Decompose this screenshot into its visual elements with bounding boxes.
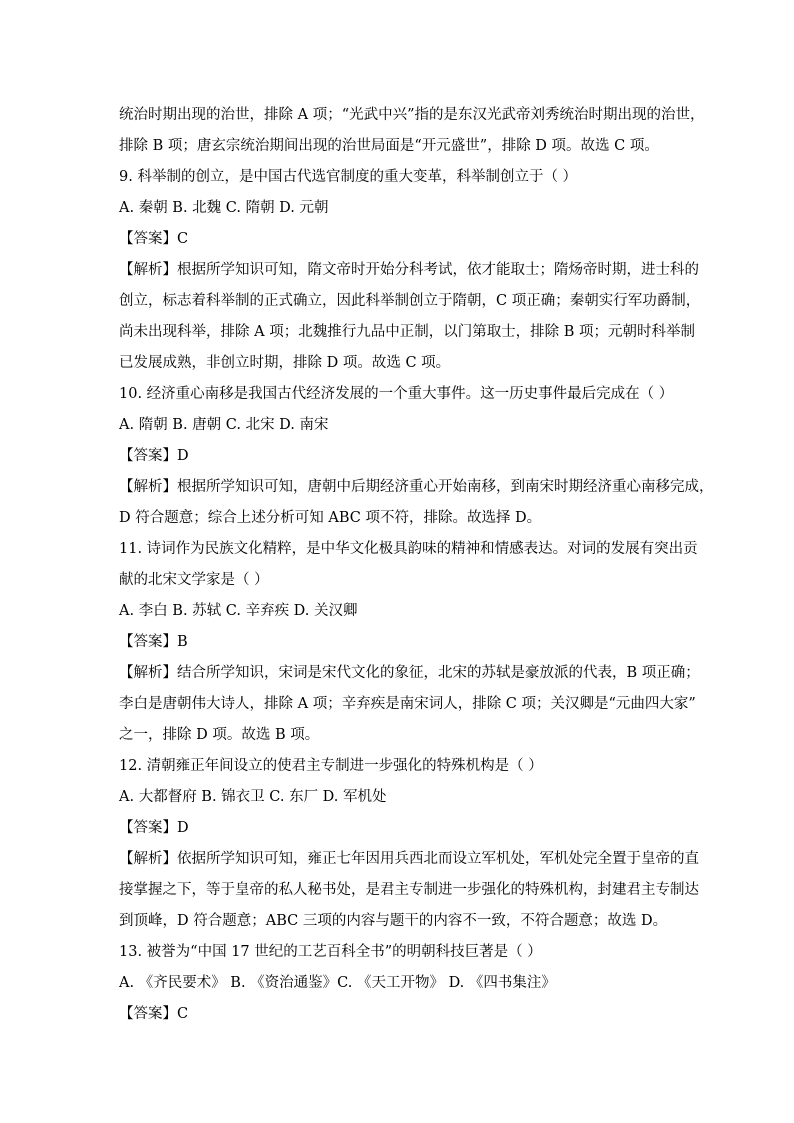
text-line: 李白是唐朝伟大诗人，排除 A 项；辛弃疾是南宋词人，排除 C 项；关汉卿是“元曲四大家” bbox=[119, 696, 696, 712]
question-9-answer: 【答案】C bbox=[119, 231, 189, 247]
question-10: 10. 经济重心南移是我国古代经济发展的一个重大事件。这一历史事件最后完成在（ ） bbox=[119, 386, 674, 402]
question-12-answer: 【答案】D bbox=[119, 820, 189, 836]
question-9-analysis: 【解析】根据所学知识可知，隋文帝时开始分科考试，依才能取士；隋炀帝时期，进士科的 bbox=[119, 262, 699, 278]
question-12-options: A. 大都督府 B. 锦衣卫 C. 东厂 D. 军机处 bbox=[119, 789, 387, 805]
question-10-options: A. 隋朝 B. 唐朝 C. 北宋 D. 南宋 bbox=[119, 417, 329, 433]
page-text bbox=[119, 100, 714, 1030]
text-line: 献的北宋文学家是（ ） bbox=[119, 572, 269, 588]
text-line: 统治时期出现的治世，排除 A 项；“光武中兴”指的是东汉光武帝刘秀统治时期出现的治世， bbox=[119, 107, 705, 123]
text-line: 之一，排除 D 项。故选 B 项。 bbox=[119, 727, 320, 743]
question-9-options: A. 秦朝 B. 北魏 C. 隋朝 D. 元朝 bbox=[119, 200, 329, 216]
question-11-options: A. 李白 B. 苏轼 C. 辛弃疾 D. 关汉卿 bbox=[119, 603, 358, 619]
text-line: 排除 B 项；唐玄宗统治期间出现的治世局面是“开元盛世”，排除 D 项。故选 C 项。 bbox=[119, 138, 659, 154]
question-11-answer: 【答案】B bbox=[119, 634, 188, 650]
question-10-analysis: 【解析】根据所学知识可知，唐朝中后期经济重心开始南移，到南宋时期经济重心南移完成， bbox=[119, 479, 714, 495]
question-13-options: A. 《齐民要术》 B. 《资治通鉴》C. 《天工开物》 D. 《四书集注》 bbox=[119, 975, 556, 991]
question-11: 11. 诗词作为民族文化精粹，是中华文化极具韵味的精神和情感表达。对词的发展有突出贡 bbox=[119, 541, 698, 557]
text-line: 已发展成熟，非创立时期，排除 D 项。故选 C 项。 bbox=[119, 355, 451, 371]
text-line: D 符合题意；综合上述分析可知 ABC 项不符，排除。故选择 D。 bbox=[119, 510, 542, 526]
question-13: 13. 被誉为“中国 17 世纪的工艺百科全书”的明朝科技巨著是（ ） bbox=[119, 944, 542, 960]
text-line: 接掌握之下，等于皇帝的私人秘书处，是君主专制进一步强化的特殊机构，封建君主专制达 bbox=[119, 882, 699, 898]
question-10-answer: 【答案】D bbox=[119, 448, 189, 464]
question-9: 9. 科举制的创立，是中国古代选官制度的重大变革，科举制创立于（ ） bbox=[119, 169, 578, 185]
text-line: 创立，标志着科举制的正式确立，因此科举制创立于隋朝，C 项正确；秦朝实行军功爵制， bbox=[119, 293, 701, 309]
question-13-answer: 【答案】C bbox=[119, 1006, 189, 1022]
question-12: 12. 清朝雍正年间设立的使君主专制进一步强化的特殊机构是（ ） bbox=[119, 758, 543, 774]
question-12-analysis: 【解析】依据所学知识可知，雍正七年因用兵西北而设立军机处，军机处完全置于皇帝的直 bbox=[119, 851, 699, 867]
text-line: 尚未出现科举，排除 A 项；北魏推行九品中正制，以门第取士，排除 B 项；元朝时科举制 bbox=[119, 324, 696, 340]
question-11-analysis: 【解析】结合所学知识，宋词是宋代文化的象征，北宋的苏轼是豪放派的代表，B 项正确； bbox=[119, 665, 700, 681]
text-line: 到顶峰，D 符合题意；ABC 三项的内容与题干的内容不一致，不符合题意；故选 D。 bbox=[119, 913, 668, 929]
